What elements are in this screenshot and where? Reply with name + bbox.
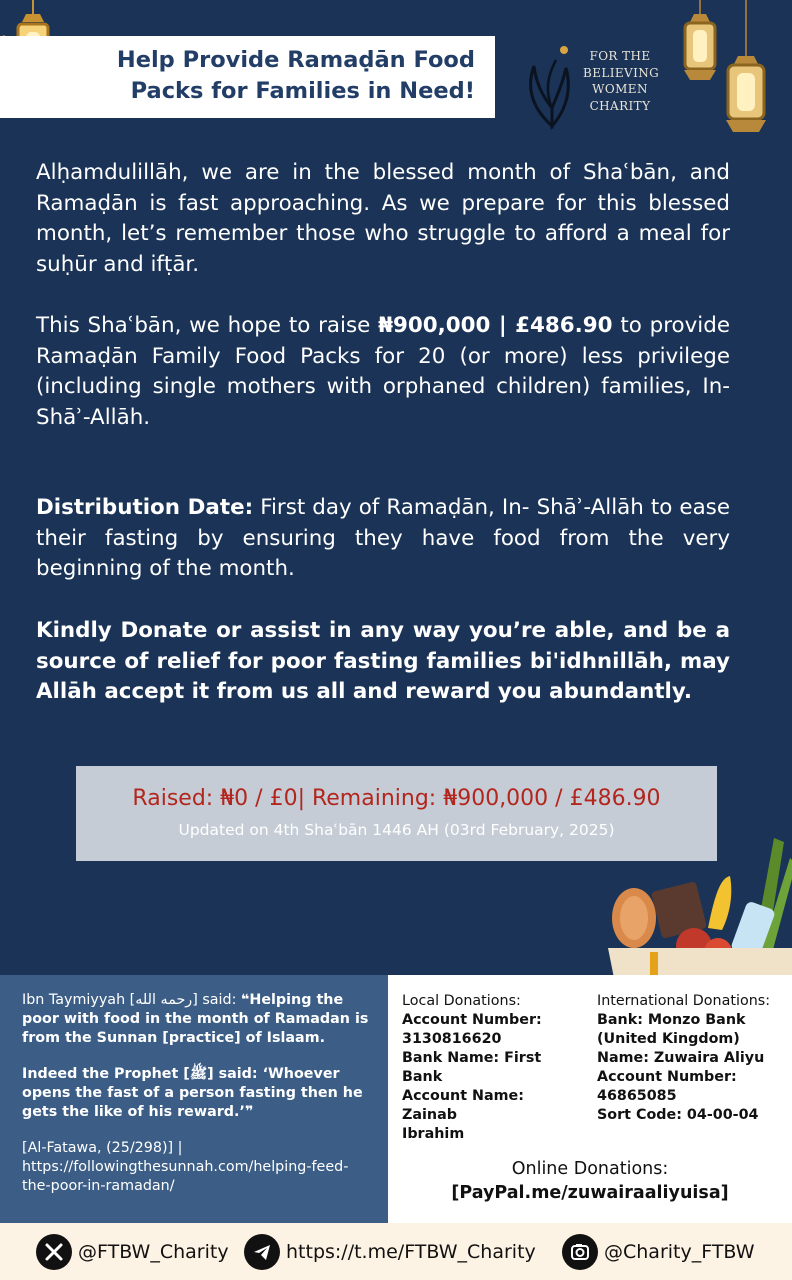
paypal-link[interactable]: [PayPal.me/zuwairaaliyuisa] [451,1183,729,1203]
hanging-lanterns-icon [672,0,792,145]
page-title: Help Provide Ramaḍān Food Packs for Families in Need! [116,47,475,104]
sort-code: Sort Code: 04-00-04 [597,1107,759,1123]
quote-source: [Al-Fatawa, (25/298)] | https://followingthesunnah.com/helping-feed-the-poor-in-ramadan/ [22,1140,349,1194]
raised-status: Raised: ₦0 / £0| Remaining: ₦900,000 / £486.90 [132,786,661,811]
telegram-link[interactable]: https://t.me/FTBW_Charity [244,1223,536,1280]
x-link[interactable]: @FTBW_Charity [36,1223,229,1280]
grocery-basket-icon [604,818,792,978]
local-donations: Local Donations: Account Number: 3130816620 Bank Name: First Bank Account Name: Zainab Ibrahim [402,992,580,1144]
intl-account-number: 46865085 [597,1088,677,1104]
hadith-quote-panel: Ibn Taymiyyah [رحمه الله] said: ❝Helping the poor with food in the month of Ramadan is from the Sunnan [practice] of Islaam. Indeed the Prophet [ﷺ] said: ‘Whoever opens the fast of a person fasting then he gets the like of his reward.’❞ [Al-Fatawa, (25/298)] | https://followingthesunnah.com/helping-feed-the-poor-in-ramadan/ [0,975,388,1223]
instagram-icon [562,1234,598,1270]
title-banner [0,36,495,118]
quote-text-2: Indeed the Prophet [ﷺ] said: ‘Whoever opens the fast of a person fasting then he gets the like of his reward.’❞ [22,1066,363,1120]
x-icon [36,1234,72,1270]
distribution-paragraph: Distribution Date: First day of Ramaḍān, In- Shāʾ-Allāh to ease their fasting by ensuring they have food from the very beginning of the month. [36,495,730,582]
appeal-paragraph: Kindly Donate or assist in any way you’re able, and be a source of relief for poor fasting families bi'idhnillāh, may Allāh accept it from us all and reward you abundantly. [36,618,730,705]
international-donations: International Donations: Bank: Monzo Bank (United Kingdom) Name: Zuwaira Aliyu Account Number: 46865085 Sort Code: 04-00-04 [597,992,787,1125]
charity-logo-text: FOR THE BELIEVING WOMEN CHARITY [583,49,660,113]
updated-date: Updated on 4th Shaʿbān 1446 AH (03rd February, 2025) [178,821,615,839]
fundraising-target: ₦900,000 | £486.90 [378,313,613,338]
intro-paragraph: Alḥamdulillāh, we are in the blessed month of Shaʿbān, and Ramaḍān is fast approaching. As we prepare for this blessed month, let’s remember those who struggle to afford a meal for suḥūr and ifṭār. [36,160,730,277]
online-donations: Online Donations: [PayPal.me/zuwairaaliyuisa] [388,1157,792,1205]
goal-paragraph: This Shaʿbān, we hope to raise ₦900,000 | £486.90 to provide Ramaḍān Family Food Packs for 20 (or more) less privilege (including single mothers with orphaned children) families, In- Shāʾ-Allāh. [36,313,730,430]
charity-logo-icon [522,38,582,130]
instagram-link[interactable]: @Charity_FTBW [562,1223,755,1280]
social-footer [0,1223,792,1280]
local-account-number: 3130816620 [402,1031,502,1047]
quote-text-1: ❝Helping the poor with food in the month of Ramadan is from the Sunnan [practice] of Islaam. [22,992,369,1046]
telegram-icon [244,1234,280,1270]
donation-details-panel [388,975,792,1223]
